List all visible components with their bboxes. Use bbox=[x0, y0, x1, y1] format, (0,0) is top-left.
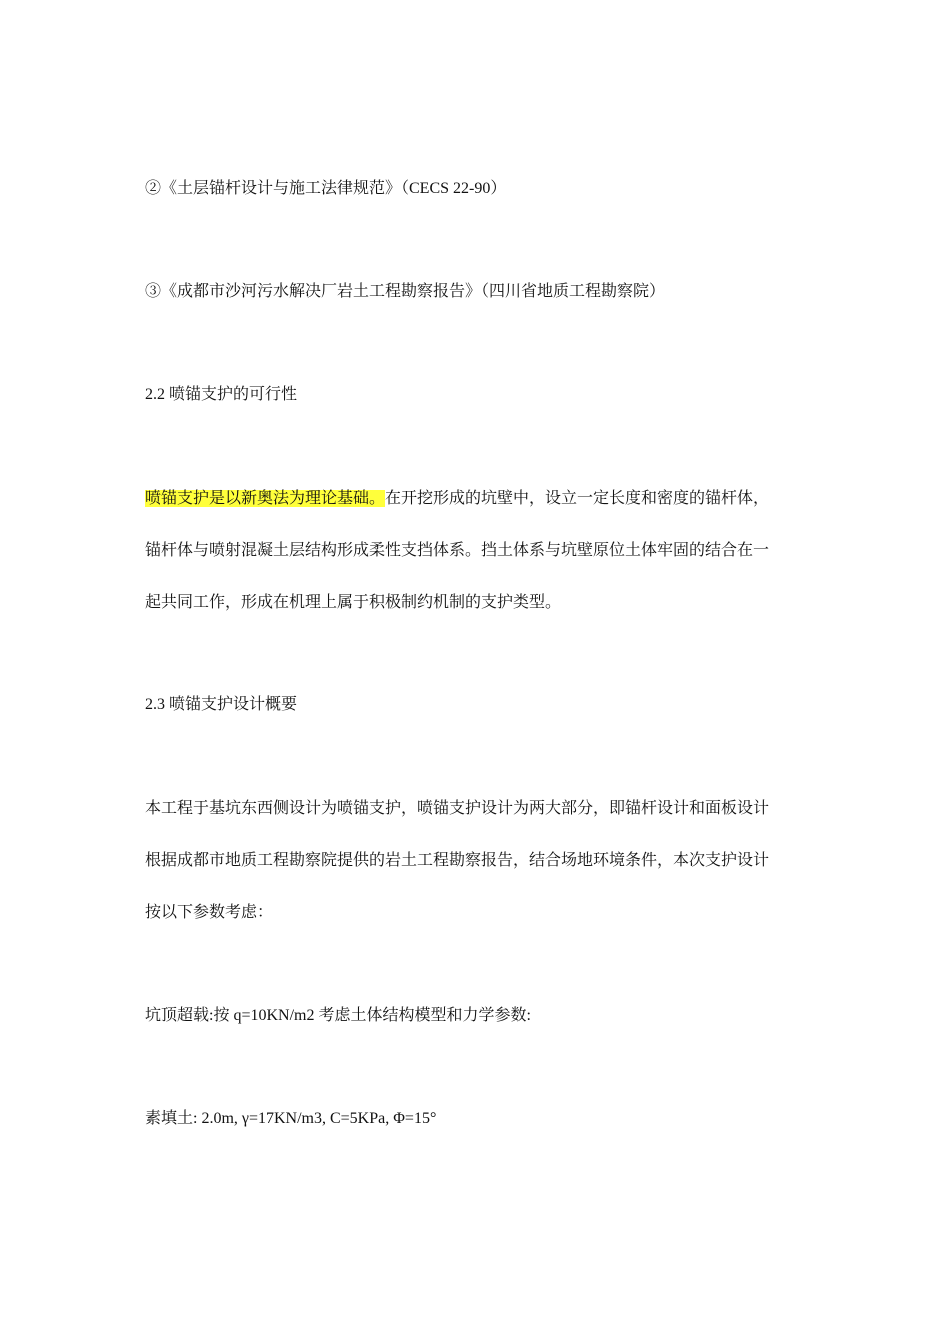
paragraph-line bbox=[145, 488, 769, 510]
paragraph-line: 起共同工作，形成在机理上属于积极制约机制的支护类型。 bbox=[145, 594, 562, 611]
paragraph-line: 按以下参数考虑： bbox=[145, 904, 274, 921]
paragraph-line: 锚杆体与喷射混凝土层结构形成柔性支挡体系。挡土体系与坑壁原位土体牢固的结合在一 bbox=[145, 542, 770, 559]
load-parameter-line: 坑顶超载:按 q=10KN/m2 考虑土体结构模型和力学参数: bbox=[145, 1007, 531, 1024]
fill-soil-parameter-line: 素填土: 2.0m, γ=17KN/m3, C=5KPa, Φ=15° bbox=[145, 1110, 437, 1127]
paragraph-line: 本工程于基坑东西侧设计为喷锚支护，喷锚支护设计为两大部分，即锚杆设计和面板设计 bbox=[145, 800, 770, 817]
reference-item-2: ②《土层锚杆设计与施工法律规范》（CECS 22-90） bbox=[145, 180, 507, 197]
reference-item-3: ③《成都市沙河污水解决厂岩土工程勘察报告》（四川省地质工程勘察院） bbox=[145, 283, 666, 300]
highlighted-text: 喷锚支护是以新奥法为理论基础。 bbox=[145, 490, 386, 507]
section-heading-2-3: 2.3 喷锚支护设计概要 bbox=[145, 696, 298, 713]
paragraph-text: 在开挖形成的坑壁中，设立一定长度和密度的锚杆体， bbox=[385, 490, 770, 507]
paragraph-line: 根据成都市地质工程勘察院提供的岩土工程勘察报告，结合场地环境条件，本次支护设计 bbox=[145, 852, 770, 869]
section-heading-2-2: 2.2 喷锚支护的可行性 bbox=[145, 386, 298, 403]
